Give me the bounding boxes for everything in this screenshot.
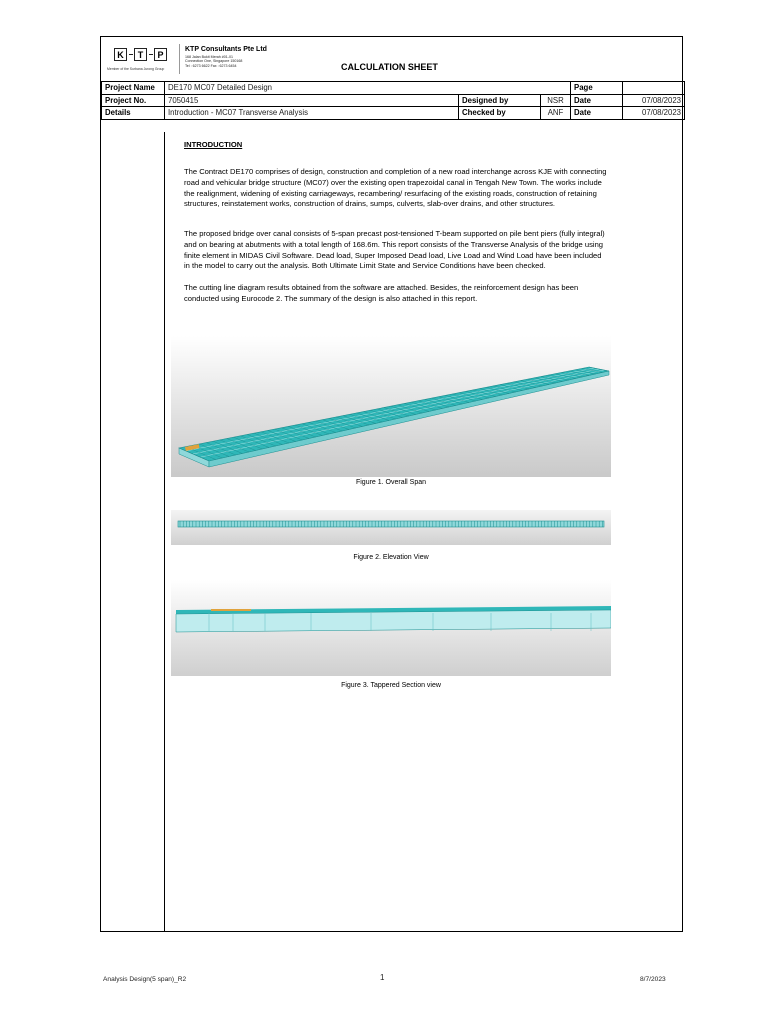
- intro-paragraph-1: The Contract DE170 comprises of design, construction and completion of a new road interchange across KJE with connecting road and vehicular bridge structure (MC07) over the existing open trapezoidal canal in Tengah New Town. The works include the realignment, widening of existing carriageways, recambering/ resurfacing of the existing roads, construction of retaining structures, reinstatement works, construction of drains, sumps, culverts, slab-over drains, and other structures.: [184, 167, 607, 209]
- address-line: Connection One, Singapore 150168: [185, 59, 243, 64]
- checked-date-value: 07/08/2023: [623, 107, 685, 120]
- checked-by-label: Checked by: [459, 107, 541, 120]
- designed-by-label: Designed by: [459, 94, 541, 107]
- designed-by-value: NSR: [541, 94, 571, 107]
- address-line: 168 Jalan Bukit Merah #01-01: [185, 55, 233, 59]
- sheet-body: [101, 132, 682, 931]
- project-info-table: [101, 81, 685, 120]
- company-name: KTP Consultants Pte Ltd: [185, 46, 267, 53]
- bridge-elevation-image: [171, 510, 611, 545]
- intro-heading: INTRODUCTION: [184, 140, 243, 149]
- figure-1-caption: Figure 1. Overall Span: [355, 479, 427, 486]
- bridge-3d-model-image: [171, 336, 611, 477]
- sheet-title: CALCULATION SHEET: [341, 62, 438, 72]
- figure-overall-span: [171, 336, 611, 477]
- details-label: Details: [102, 107, 165, 120]
- date-label: Date: [571, 107, 623, 120]
- footer-filename: Analysis Design(5 span)_R2: [103, 976, 187, 983]
- company-address: [185, 55, 242, 68]
- intro-paragraph-2: The proposed bridge over canal consists of 5-span precast post-tensioned T-beam supported on pile bent piers (fully integral) and on bearing at abutments with a total length of 168.6m. This report consists of the Transverse Analysis of the bridge using finite element in MIDAS Civil Software. Dead load, Super Imposed Dead load, Live Load and Wind Load have been included in the model to carry out the analysis. Both Ultimate Limit State and Service Conditions have been checked.: [184, 229, 605, 271]
- logo-letter-p: P: [154, 48, 167, 61]
- logo-letter-k: K: [114, 48, 127, 61]
- figure-2-caption: Figure 2. Elevation View: [353, 554, 429, 561]
- details-value: Introduction - MC07 Transverse Analysis: [165, 107, 459, 120]
- calculation-sheet: [100, 36, 683, 932]
- address-line: Tel : 6273 6622 Fax : 6273 6454: [185, 63, 237, 68]
- footer-page-number: 1: [380, 973, 385, 982]
- intro-paragraph-3: The cutting line diagram results obtained from the software are attached. Besides, the reinforcement design has been conducted using Eurocode 2. The summary of the design is also attached in this report.: [184, 283, 579, 303]
- project-no-label: Project No.: [102, 94, 165, 107]
- designed-date-value: 07/08/2023: [623, 94, 685, 107]
- figure-elevation-view: [171, 510, 611, 545]
- project-name-label: Project Name: [102, 82, 165, 95]
- date-label: Date: [571, 94, 623, 107]
- logo-letter-t: T: [134, 48, 147, 61]
- tapered-section-image: [171, 580, 611, 676]
- footer-date: 8/7/2023: [640, 976, 666, 983]
- page-value: [623, 82, 685, 95]
- page-label: Page: [571, 82, 623, 95]
- sheet-header: [101, 37, 682, 82]
- figure-3-caption: Figure 3. Tappered Section view: [341, 682, 441, 689]
- project-no-value: 7050415: [165, 94, 459, 107]
- project-name-value: DE170 MC07 Detailed Design: [165, 82, 571, 95]
- figure-tapered-section-view: [171, 580, 611, 676]
- checked-by-value: ANF: [541, 107, 571, 120]
- logo-tagline: Member of the Surbana Jurong Group: [107, 67, 165, 71]
